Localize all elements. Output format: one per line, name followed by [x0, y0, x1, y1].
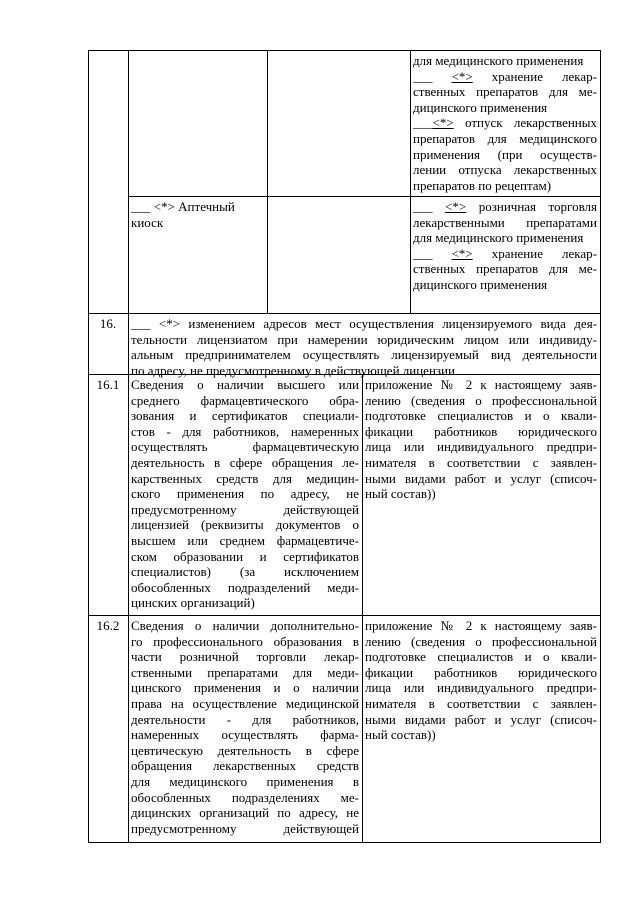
text-line: ___<*> отпуск лекарственных [413, 115, 597, 131]
row15-activities-continued [413, 53, 597, 193]
text-line: приложение № 2 к настоящему заяв- [365, 618, 597, 633]
text-line: лении отпуска лекарственных [413, 162, 597, 178]
text-line: для медицинского применения в [131, 773, 359, 789]
text-line: ___ <*> изменением адресов мест осуществления лицензируемого вида дея- [131, 316, 597, 331]
column-3-border [267, 50, 268, 313]
text-line: Сведения о наличии высшего или [131, 377, 359, 392]
text-line: препаратов по рецептам) [413, 177, 552, 193]
text-line: деятельности - для работников, [131, 711, 359, 727]
text-line: лению (сведения о профессиональной [365, 633, 597, 649]
row-separator-kiosk [128, 196, 601, 197]
text-line: права на осуществление медицинской [131, 695, 359, 711]
text-line: приложение № 2 к настоящему заяв- [365, 377, 597, 392]
text-line: Сведения о наличии дополнительно- [131, 618, 359, 633]
text-line: нимателя в соответствии с заявлен- [365, 695, 597, 711]
row16-2-attachment [365, 618, 597, 743]
row-number-16-1: 16.1 [96, 377, 120, 392]
text-line: ными видами работ и услуг (списоч- [365, 470, 597, 486]
text-line: намеренных осуществлять фарма- [131, 727, 359, 743]
table-border-bottom [88, 842, 601, 843]
text-line: обособленных подразделениях ме- [131, 789, 359, 805]
text-line: стов - для работников, намеренных [131, 423, 359, 439]
row16-1-requirement [131, 377, 359, 611]
row-number-16: 16. [99, 316, 117, 331]
text-line: осуществлять фармацевтическую [131, 439, 359, 455]
text-line: альным предпринимателем осуществлять лицензируемый вид деятельности [131, 347, 597, 363]
text-line: предусмотренному действующей [131, 820, 359, 836]
text-line: тельности лицензиатом при намерении юридическим лицом или индивиду- [131, 331, 597, 347]
row15-kiosk-activities [413, 199, 597, 293]
text-line: фикации работников юридического [365, 664, 597, 680]
text-line: лица или индивидуального предпри- [365, 680, 597, 696]
row15-kiosk-object-type [131, 199, 264, 230]
text-line: ___ <*> розничная торговля [413, 199, 598, 214]
text-line: цевтическую деятельность в сфере [131, 742, 359, 758]
text-line: ный состав)) [365, 486, 436, 502]
text-line: лицензией (реквизиты документов о [131, 517, 359, 533]
row16-1-attachment [365, 377, 597, 502]
text-line: дицинских организаций по адресу, не [131, 805, 359, 821]
text-line: цинского применения и о наличии [131, 680, 359, 696]
text-line: применения (при осуществ- [413, 146, 597, 162]
number-column-border [128, 50, 129, 843]
text-line: обособленных подразделений меди- [131, 579, 359, 595]
text-line: подготовке специалистов и о квали- [365, 649, 597, 665]
text-line: по адресу, не предусмотренному в действующей лицензии [131, 362, 455, 378]
text-line: среднего фармацевтического обра- [131, 392, 359, 408]
text-line: для медицинского применения [413, 230, 584, 246]
table-border-left [88, 50, 89, 843]
text-line: высшем или среднем фармацевтиче- [131, 532, 359, 548]
text-line: лекарственными препаратами [413, 214, 597, 230]
text-line: предусмотренному действующей [131, 501, 359, 517]
text-line: нимателя в соответствии с заявлен- [365, 454, 597, 470]
column-4-border [410, 50, 411, 313]
text-line: цинских организаций) [131, 595, 255, 611]
text-line: лица или индивидуального предпри- [365, 439, 597, 455]
table-border-top [88, 50, 601, 51]
column-split-16 [362, 374, 363, 843]
text-line: ___ <*> хранение лекар- [413, 245, 597, 261]
text-line: зования и сертификатов специали- [131, 408, 359, 424]
text-line: ском образовании и сертификатов [131, 548, 359, 564]
text-line: ными видами работ и услуг (списоч- [365, 711, 597, 727]
text-line: специалистов) (за исключением [131, 564, 359, 580]
row-separator-16 [88, 313, 601, 314]
text-line: ственными препаратами для меди- [131, 664, 359, 680]
text-line: карственных средств для медицин- [131, 470, 359, 486]
text-line: киоск [131, 214, 164, 230]
text-line: лению (сведения о профессиональной [365, 392, 597, 408]
text-line: деятельность в сфере обращения ле- [131, 454, 359, 470]
row16-2-requirement [131, 618, 359, 836]
text-line: ___ <*> Аптечный [131, 199, 235, 214]
text-line: фикации работников юридического [365, 423, 597, 439]
text-line: обращения лекарственных средств [131, 758, 359, 774]
row-number-16-2: 16.2 [96, 618, 120, 633]
text-line: препаратов для медицинского [413, 130, 597, 146]
text-line: ___ <*> хранение лекар- [413, 68, 597, 84]
text-line: ственных препаратов для ме- [413, 84, 597, 100]
text-line: для медицинского применения [413, 53, 584, 68]
table-border-right [600, 50, 601, 843]
text-line: подготовке специалистов и о квали- [365, 408, 597, 424]
row-separator-16-2 [88, 615, 601, 616]
text-line: части розничной торговли лекар- [131, 649, 359, 665]
text-line: дицинского применения [413, 276, 548, 292]
text-line: дицинского применения [413, 99, 548, 115]
text-line: ный состав)) [365, 727, 436, 743]
text-line: ского применения по адресу, не [131, 486, 359, 502]
row16-description [131, 316, 597, 378]
text-line: го профессионального образования в [131, 633, 359, 649]
text-line: ственных препаратов для ме- [413, 261, 597, 277]
